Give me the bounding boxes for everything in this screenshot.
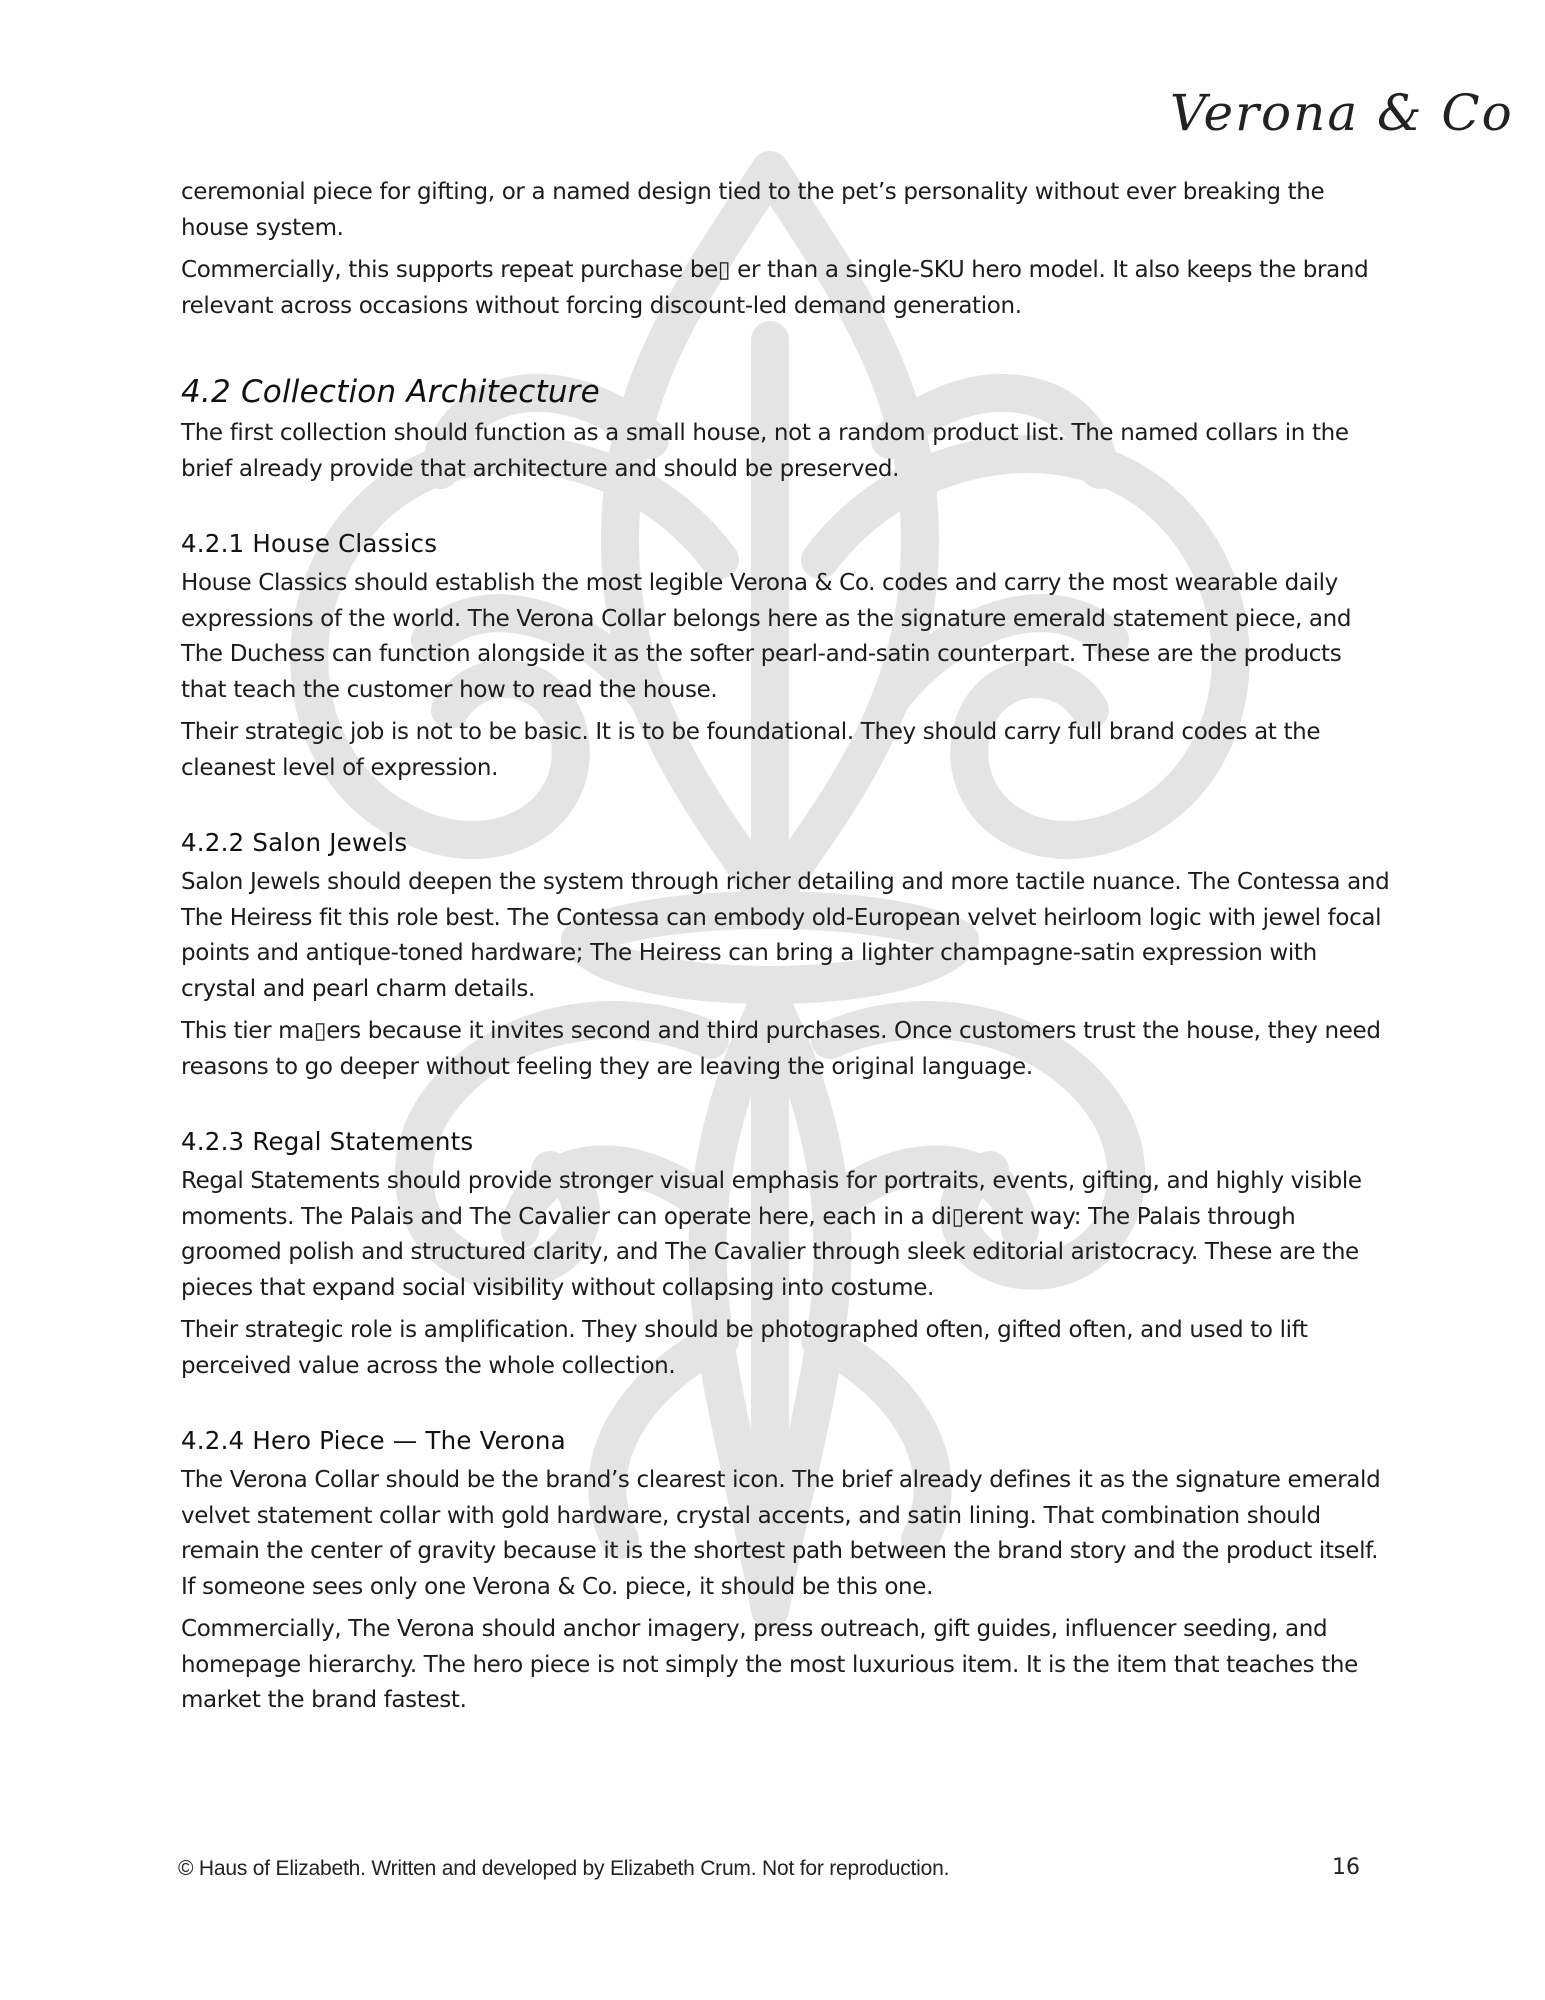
intro-paragraph-2: Commercially, this supports repeat purchase be▯ er than a single-SKU hero model. It also keeps the brand relevant across occasions without forcing discount-led demand generation. xyxy=(181,257,1369,319)
paragraph: Their strategic job is not to be basic. It is to be foundational. They should carry full brand codes at the cleanest level of expression. xyxy=(181,719,1321,781)
document-body xyxy=(181,175,1391,1726)
paragraph: Commercially, The Verona should anchor imagery, press outreach, gift guides, influencer seeding, and homepage hierarchy. The hero piece is not simply the most luxurious item. It is the item that teaches the market the brand fastest. xyxy=(181,1616,1358,1713)
paragraph: Their strategic role is amplification. They should be photographed often, gifted often, and used to lift perceived value across the whole collection. xyxy=(181,1317,1308,1379)
subsection-title-salon-jewels: 4.2.2 Salon Jewels xyxy=(181,828,408,857)
paragraph: House Classics should establish the most legible Verona & Co. codes and carry the most wearable daily expressions of the world. The Verona Collar belongs here as the signature emerald statement piece, and The Duchess can function alongside it as the softer pearl-and-satin counterpart. These are the products that teach the customer how to read the house. xyxy=(181,570,1352,703)
paragraph: Regal Statements should provide stronger visual emphasis for portraits, events, gifting, and highly visible moments. The Palais and The Cavalier can operate here, each in a di▯erent way: The Palais through groomed polish and structured clarity, and The Cavalier through sleek editorial aristocracy. These are the pieces that expand social visibility without collapsing into costume. xyxy=(181,1168,1362,1301)
paragraph: This tier ma▯ers because it invites second and third purchases. Once customers trust the house, they need reasons to go deeper without feeling they are leaving the original language. xyxy=(181,1018,1381,1080)
paragraph: Salon Jewels should deepen the system through richer detailing and more tactile nuance. The Contessa and The Heiress fit this role best. The Contessa can embody old-European velvet heirloom logic with jewel focal points and antique-toned hardware; The Heiress can bring a lighter champagne-satin expression with crystal and pearl charm details. xyxy=(181,869,1390,1002)
intro-paragraph-1: ceremonial piece for gifting, or a named design tied to the pet’s personality without ever breaking the house system. xyxy=(181,179,1325,241)
brand-logo xyxy=(1160,72,1514,152)
svg-text:Verona & Co: Verona & Co xyxy=(1170,84,1514,142)
subsection-title-hero-piece: 4.2.4 Hero Piece — The Verona xyxy=(181,1426,566,1455)
footer-copyright: © Haus of Elizabeth. Written and developed by Elizabeth Crum. Not for reproduction. xyxy=(178,1857,950,1880)
page-number: 16 xyxy=(1332,1855,1360,1880)
section-title: 4.2 Collection Architecture xyxy=(181,374,600,410)
section-intro: The first collection should function as a small house, not a random product list. The named collars in the brief already provide that architecture and should be preserved. xyxy=(181,420,1349,482)
paragraph: The Verona Collar should be the brand’s clearest icon. The brief already defines it as the signature emerald velvet statement collar with gold hardware, crystal accents, and satin lining. That combination should remain the center of gravity because it is the shortest path between the brand story and the product itself. If someone sees only one Verona & Co. piece, it should be this one. xyxy=(181,1467,1381,1600)
subsection-title-house-classics: 4.2.1 House Classics xyxy=(181,529,438,558)
subsection-title-regal-statements: 4.2.3 Regal Statements xyxy=(181,1127,474,1156)
